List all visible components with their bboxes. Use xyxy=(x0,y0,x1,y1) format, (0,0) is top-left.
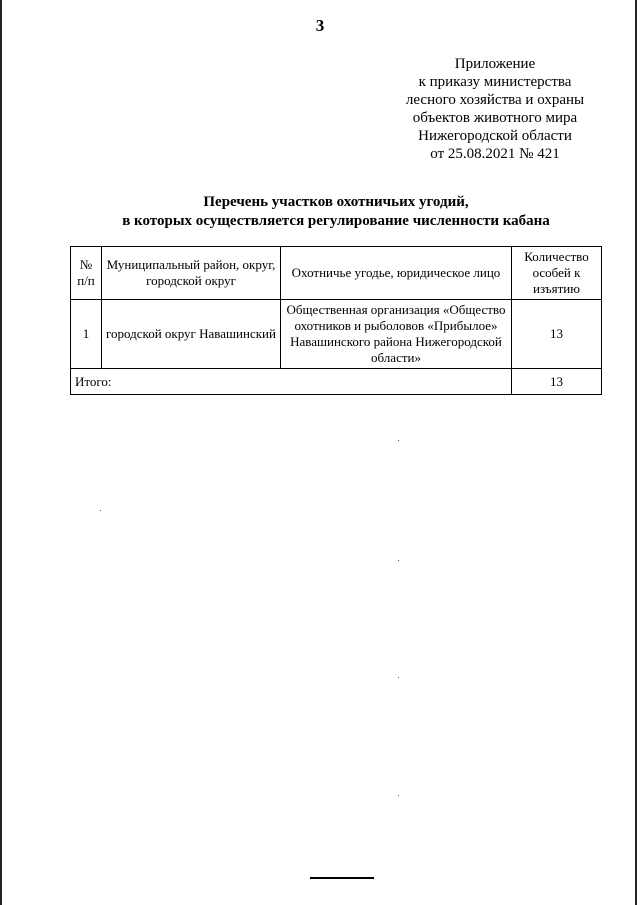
total-value: 13 xyxy=(512,369,602,395)
scan-left-edge xyxy=(0,0,2,905)
appendix-block xyxy=(390,55,600,163)
title-line-1: Перечень участков охотничьих угодий, xyxy=(203,194,469,210)
bottom-rule xyxy=(310,877,374,879)
cell-number: 1 xyxy=(71,300,102,369)
cell-ground: Общественная организация «Общество охотников и рыболовов «Прибылое» Навашинского района Нижегородской области» xyxy=(281,300,512,369)
cell-district: городской округ Навашинский xyxy=(102,300,281,369)
total-row xyxy=(71,369,602,395)
appendix-line: объектов животного мира xyxy=(412,110,578,126)
header-ground: Охотничье угодье, юридическое лицо xyxy=(281,247,512,300)
scan-speck xyxy=(398,795,399,796)
document-title xyxy=(0,193,640,231)
header-count: Количество особей к изъятию xyxy=(512,247,602,300)
header-district: Муниципальный район, округ, городской округ xyxy=(102,247,281,300)
scan-speck xyxy=(398,440,399,441)
total-label: Итого: xyxy=(71,369,512,395)
header-number: № п/п xyxy=(71,247,102,300)
appendix-line: Нижегородской области xyxy=(418,128,572,144)
scan-speck xyxy=(398,560,399,561)
table-row xyxy=(71,300,602,369)
appendix-line: к приказу министерства xyxy=(418,74,572,90)
appendix-line: от 25.08.2021 № 421 xyxy=(430,146,560,162)
table-header-row xyxy=(71,247,602,300)
appendix-line: Приложение xyxy=(454,56,536,72)
appendix-line: лесного хозяйства и охраны xyxy=(405,92,585,108)
scan-speck xyxy=(398,677,399,678)
page-number: 3 xyxy=(315,16,325,35)
scan-speck xyxy=(100,510,101,511)
scan-right-edge xyxy=(635,0,637,905)
title-line-2: в которых осуществляется регулирование численности кабана xyxy=(122,213,550,229)
hunting-grounds-table xyxy=(70,246,602,395)
cell-count: 13 xyxy=(512,300,602,369)
